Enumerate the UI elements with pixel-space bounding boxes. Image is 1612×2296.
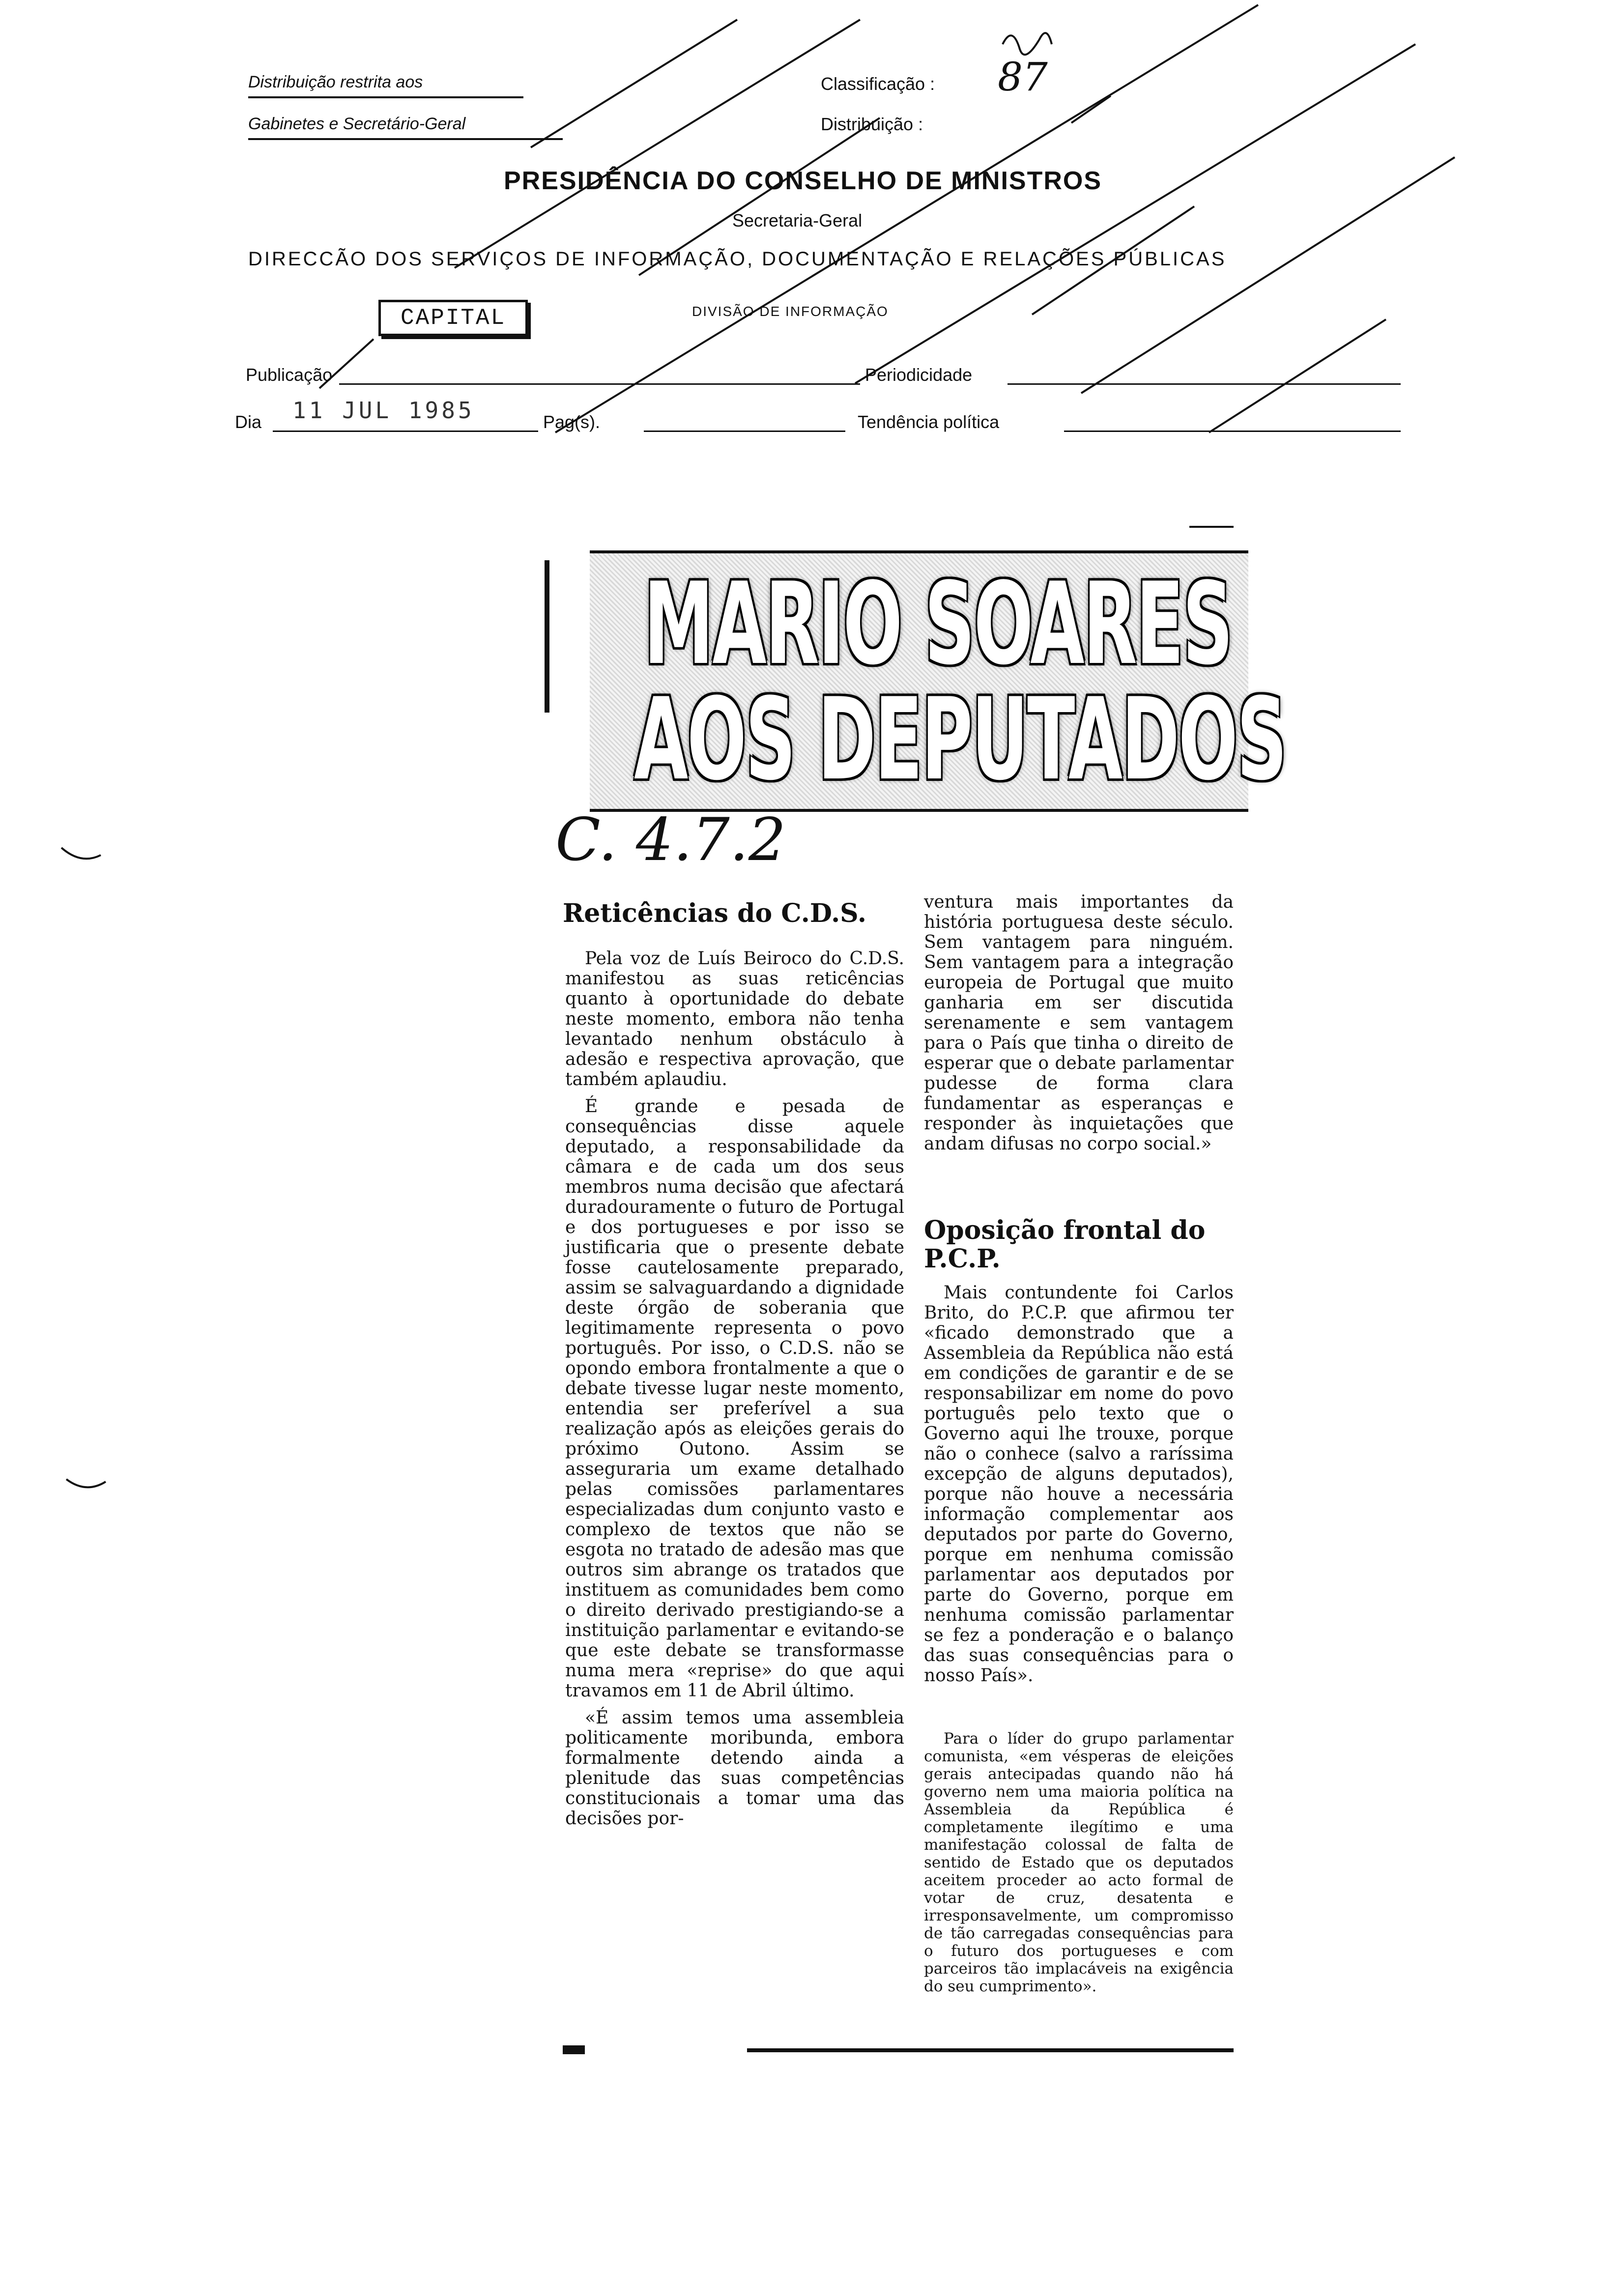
paragraph: Para o líder do grupo parlamentar comunista, «em vésperas de eleições gerais antecipadas quando não há governo nem uma maioria política na Assembleia da República é completamente ilegítimo e uma manifestação colossal de falta de sentido de Estado que os deputados aceitem proceder ao acto formal de votar de cruz, desatenta e irresponsavelmente, um compromisso de tão carregadas consequências para o futuro dos portugueses e com parceiros tão implacáveis na exigência do seu cumprimento».	[924, 1730, 1234, 1995]
paragraph: Mais contundente foi Carlos Brito, do P.C.P. que afirmou ter «ficado demonstrado que a Assembleia da República não está em condições de garantir e de se responsabilizar em nome do povo português pelo texto que o Governo aqui lhe trouxe, porque não o conhece (salvo a raríssima excepção de alguns deputados), porque não houve a necessária informação complementar aos deputados por parte do Governo, porque em nenhuma comissão parlamentar aos deputados por parte do Governo, porque em nenhuma comissão parlamentar se fez a ponderação e o balanço das suas consequências para o nosso País».	[924, 1283, 1234, 1686]
pags-label: Pag(s).	[543, 412, 601, 432]
paragraph: ventura mais importantes da história portuguesa deste século. Sem vantagem para ninguém. Sem vantagem para a integração europeia de Portugal que muito ganharia em ser discutida serenamente e sem vantagem para o País que tinha o direito de esperar que o debate parlamentar pudesse de forma clara fundamentar as esperanças e responder às inquietações que andam difusas no corpo social.»	[924, 892, 1234, 1154]
organization-title: PRESIDÊNCIA DO CONSELHO DE MINISTROS	[504, 167, 1102, 195]
margin-mark	[59, 845, 103, 865]
classificacao-handwritten: 87	[998, 54, 1048, 100]
headline-line-1: MARIO SOARES	[644, 559, 1232, 690]
paragraph: É grande e pesada de consequências disse aquele deputado, a responsabilidade da câmara e de cada um dos seus membros numa decisão que afectará duradouramente o futuro de Portugal e dos portugueses e por isso se justificaria que o presente debate fosse cautelosamente preparado, assim se salvaguardando a dignidade deste órgão de soberania que legitimamente representa o povo português. Por isso, o C.D.S. não se opondo embora frontalmente a que o debate tivesse lugar neste momento, entendia ser preferível a sua realização após as eleições gerais do próximo Outono. Assim se asseguraria um exame detalhado pelas comissões parlamentares especializadas dum conjunto vasto e complexo de textos que não se esgota no tratado de adesão mas que outros sim abrange os tratados que instituem as comunidades bem como o direito derivado prestigiando-se a instituição parlamentar e evitando-se que este debate se transformasse numa mera «reprise» do que aqui travamos em 11 de Abril último.	[565, 1096, 904, 1701]
headline-line-2: AOS DEPUTADOS	[634, 674, 1286, 805]
cancel-stroke	[639, 118, 880, 275]
diagonal-cancel-marks	[0, 0, 1612, 491]
subhead-cds: Reticências do C.D.S.	[563, 898, 866, 928]
cancel-stroke	[855, 44, 1415, 383]
margin-mark	[64, 1474, 108, 1494]
cancel-stroke	[1071, 96, 1111, 123]
article-column-1	[565, 948, 904, 1836]
publicacao-label: Publicação	[246, 365, 333, 385]
handwritten-mark	[1003, 33, 1052, 55]
clipping-bottom-mark	[563, 2045, 585, 2054]
cancel-stroke	[1209, 319, 1386, 432]
secretaria-geral: Secretaria-Geral	[732, 210, 863, 230]
clipping-top-rule	[1189, 526, 1234, 528]
clipping-left-edge	[545, 560, 549, 713]
article-column-2	[924, 892, 1234, 1161]
dia-date-stamp: 11 JUL 1985	[292, 397, 475, 424]
dia-label: Dia	[235, 412, 262, 432]
cancel-stroke	[1081, 157, 1455, 393]
distribuicao-label: Distribuição :	[821, 114, 923, 134]
restriction-line-2: Gabinetes e Secretário-Geral	[248, 115, 466, 133]
cancel-stroke	[531, 20, 737, 147]
paragraph: Pela voz de Luís Beiroco do C.D.S. manifestou as suas reticências quanto à oportunidade do debate neste momento, embora não tenha levantado nenhum obstáculo à adesão e respectiva aprovação, que também aplaudiu.	[565, 948, 904, 1090]
headline-box	[590, 550, 1286, 812]
divisao-informacao: DIVISÃO DE INFORMAÇÃO	[692, 304, 889, 319]
handwritten-reference: C. 4.7.2	[555, 806, 786, 874]
publication-stamp: CAPITAL	[378, 300, 528, 336]
cancel-stroke	[555, 5, 1258, 432]
cancel-stroke	[319, 339, 374, 388]
restriction-line-1: Distribuição restrita aos	[248, 73, 423, 91]
clipping-bottom-rule	[747, 2048, 1234, 2052]
article-column-2b	[924, 1283, 1234, 1693]
paragraph: «É assim temos uma assembleia politicamente moribunda, embora formalmente detendo ainda a plenitude das suas competências constitucionais a tomar uma das decisões por-	[565, 1708, 904, 1829]
subhead-pcp: Oposição frontal do P.C.P.	[924, 1215, 1206, 1274]
article-column-2c	[924, 1730, 1234, 2002]
direccao-line: DIRECCÃO DOS SERVIÇOS DE INFORMAÇÃO, DOCUMENTAÇÃO E RELAÇÕES PÚBLICAS	[248, 248, 1227, 270]
cancel-stroke	[455, 20, 863, 268]
classificacao-label: Classificação :	[821, 74, 935, 94]
tendencia-label: Tendência política	[858, 412, 1000, 432]
periodicidade-label: Periodicidade	[865, 365, 973, 385]
